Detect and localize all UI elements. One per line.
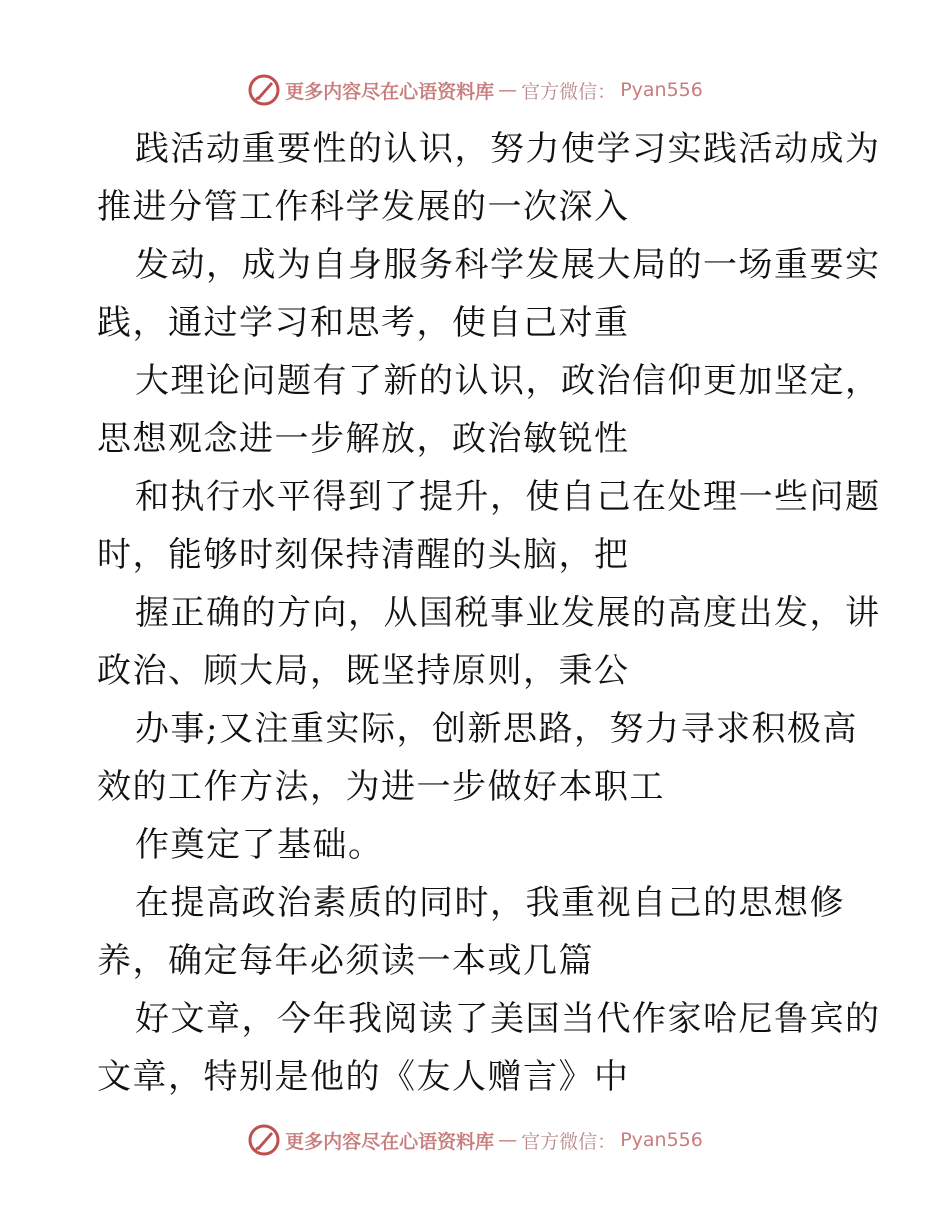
text-line: 大理论问题有了新的认识，政治信仰更加坚定，	[135, 361, 881, 401]
header-watermark	[0, 72, 950, 108]
text-line: 践，通过学习和思考，使自己对重	[97, 303, 630, 343]
text-line: 效的工作方法，为进一步做好本职工	[97, 767, 665, 807]
text-line: 作奠定了基础。	[135, 825, 384, 865]
text-line: 政治、顾大局，既坚持原则，秉公	[97, 651, 630, 691]
watermark-official-label: 官方微信：	[521, 80, 617, 103]
text-line: 和执行水平得到了提升，使自己在处理一些问题	[135, 477, 881, 517]
text-line: 思想观念进一步解放，政治敏锐性	[97, 419, 630, 459]
quill-logo-icon	[247, 73, 281, 107]
watermark-wechat-id: Pyan556	[620, 79, 703, 101]
text-line: 践活动重要性的认识，努力使学习实践活动成为	[135, 129, 881, 169]
text-line: 养，确定每年必须读一本或几篇	[97, 941, 594, 981]
footer-watermark	[0, 1122, 950, 1158]
watermark-official-label: 官方微信：	[521, 1130, 617, 1153]
document-body	[97, 120, 881, 1106]
text-line: 发动，成为自身服务科学发展大局的一场重要实	[135, 245, 881, 285]
watermark-brand: 更多内容尽在心语资料库	[285, 80, 495, 103]
text-line: 在提高政治素质的同时，我重视自己的思想修	[135, 883, 845, 923]
quill-logo-icon	[247, 1123, 281, 1157]
text-line: 握正确的方向，从国税事业发展的高度出发，讲	[135, 593, 881, 633]
text-line: 办事;又注重实际，创新思路，努力寻求积极高	[135, 709, 858, 749]
watermark-wechat-id: Pyan556	[620, 1129, 703, 1151]
watermark-brand: 更多内容尽在心语资料库	[285, 1130, 495, 1153]
text-line: 时，能够时刻保持清醒的头脑，把	[97, 535, 630, 575]
watermark-dash: —	[498, 1129, 518, 1151]
watermark-dash: —	[498, 79, 518, 101]
text-line: 推进分管工作科学发展的一次深入	[97, 187, 630, 227]
text-line: 好文章，今年我阅读了美国当代作家哈尼鲁宾的	[135, 999, 881, 1039]
text-line: 文章，特别是他的《友人赠言》中	[97, 1057, 630, 1097]
